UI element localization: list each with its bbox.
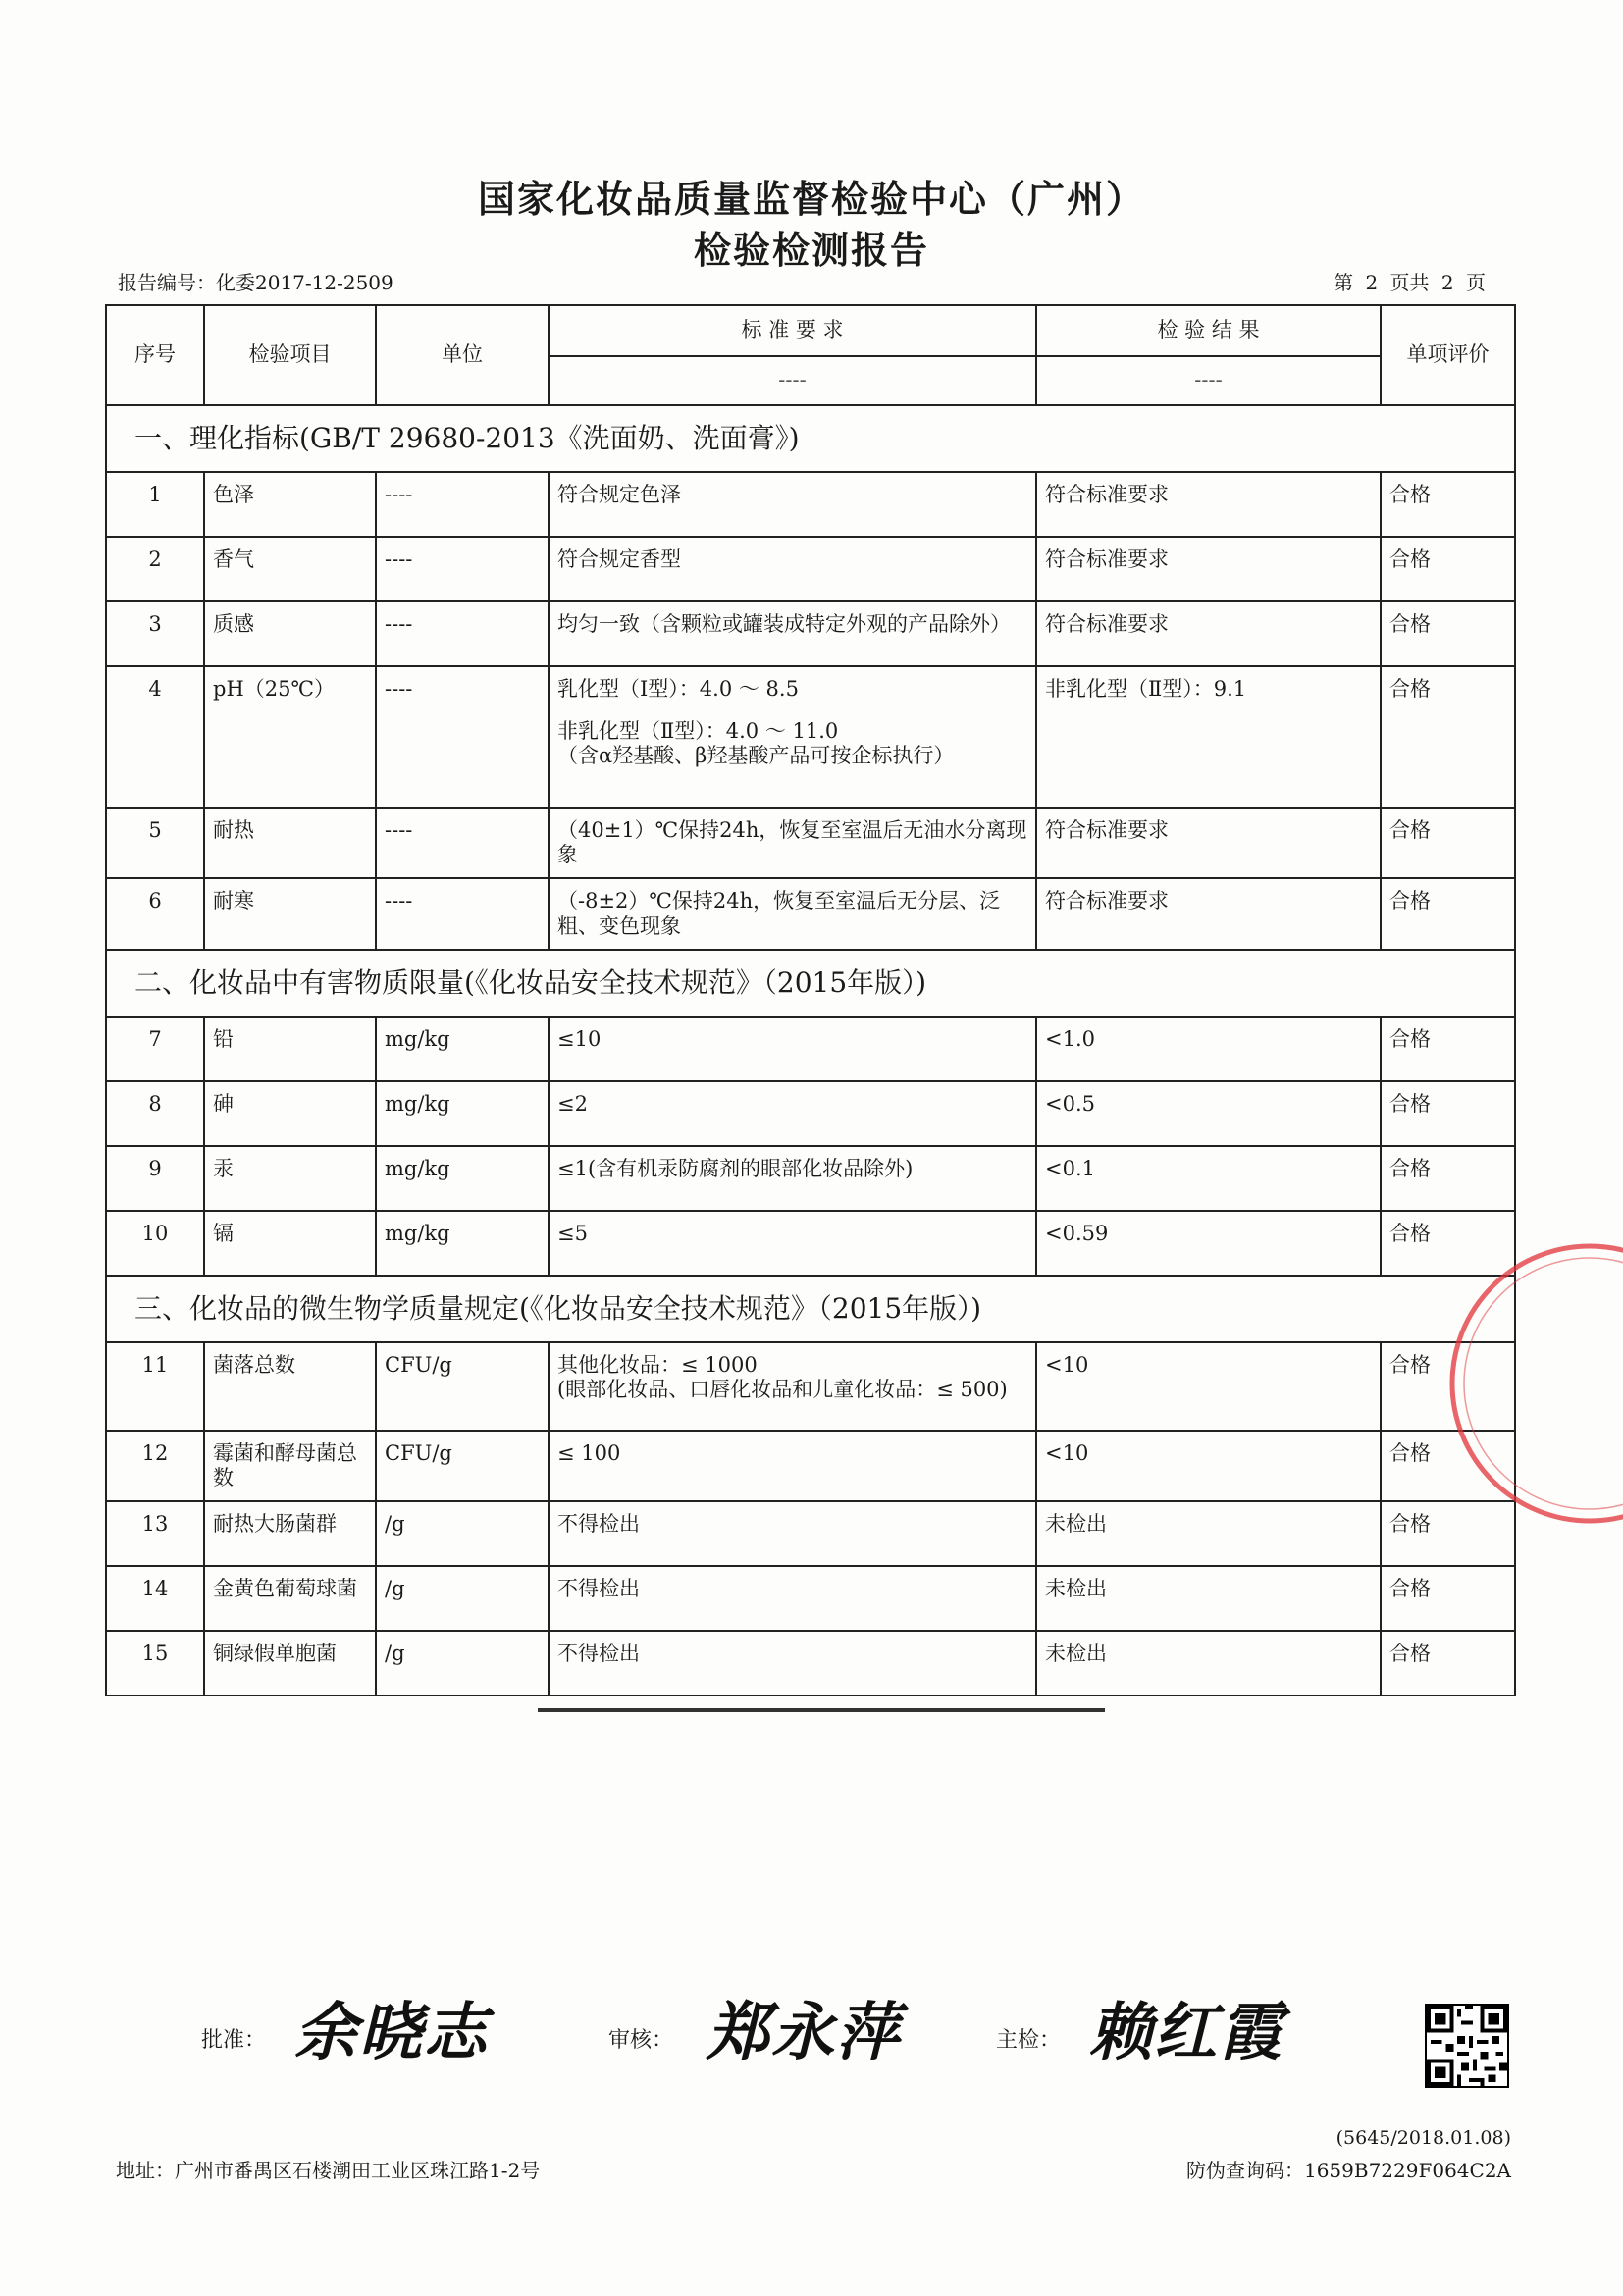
subheader-standard: ----: [549, 356, 1036, 405]
col-header-no: 序号: [106, 305, 204, 405]
col-header-evaluation: 单项评价: [1381, 305, 1515, 405]
cell-item: 质感: [204, 601, 376, 666]
cell-no: 14: [106, 1566, 204, 1631]
cell-standard: [549, 1017, 1036, 1081]
cell-unit: mg/kg: [376, 1211, 549, 1276]
cell-standard: [549, 1146, 1036, 1211]
cell-no: 4: [106, 666, 204, 808]
page-indicator: 第 2 页共 2 页: [1334, 271, 1486, 294]
cell-item: 镉: [204, 1211, 376, 1276]
cell-no: 1: [106, 472, 204, 537]
cell-unit: CFU/g: [376, 1342, 549, 1431]
cell-no: 13: [106, 1501, 204, 1566]
section-header-row: [106, 950, 1515, 1017]
standard-line: 不得检出: [557, 1577, 640, 1601]
cell-result: 未检出: [1036, 1566, 1381, 1631]
cell-item: 色泽: [204, 472, 376, 537]
cell-result: 符合标准要求: [1036, 472, 1381, 537]
standard-line: （40±1）℃保持24h，恢复至室温后无油水分离现象: [557, 818, 1027, 867]
cell-evaluation: 合格: [1381, 1081, 1515, 1146]
report-title-line2: 检验检测报告: [693, 228, 929, 272]
cell-no: 3: [106, 601, 204, 666]
qr-code-icon: [1425, 2004, 1509, 2088]
cell-item: 汞: [204, 1146, 376, 1211]
cell-standard: [549, 878, 1036, 949]
table-row: [106, 1342, 1515, 1431]
cell-item: pH（25℃）: [204, 666, 376, 808]
cell-item: 金黄色葡萄球菌: [204, 1566, 376, 1631]
cell-evaluation: 合格: [1381, 1342, 1515, 1431]
cell-result: 符合标准要求: [1036, 878, 1381, 949]
cell-unit: mg/kg: [376, 1146, 549, 1211]
report-code-date: (5645/2018.01.08): [1335, 2127, 1511, 2149]
cell-unit: ----: [376, 537, 549, 601]
cell-standard: [549, 666, 1036, 808]
cell-standard: [549, 808, 1036, 878]
cell-unit: ----: [376, 601, 549, 666]
section-header-row: [106, 1276, 1515, 1342]
table-row: [106, 472, 1515, 537]
inspect-label: 主检：: [996, 2028, 1062, 2053]
cell-evaluation: 合格: [1381, 878, 1515, 949]
section-title: 二、化妆品中有害物质限量(《化妆品安全技术规范》（2015年版）): [106, 950, 1515, 1017]
cell-result: 非乳化型（Ⅱ型）：9.1: [1036, 666, 1381, 808]
cell-evaluation: 合格: [1381, 1211, 1515, 1276]
cell-unit: /g: [376, 1631, 549, 1696]
cell-result: <0.1: [1036, 1146, 1381, 1211]
cell-evaluation: 合格: [1381, 472, 1515, 537]
standard-line: ≤ 100: [557, 1440, 621, 1465]
standard-line: 其他化妆品：≤ 1000: [557, 1352, 758, 1377]
cell-no: 6: [106, 878, 204, 949]
table-row: [106, 1211, 1515, 1276]
report-number: 报告编号：化委2017-12-2509: [118, 271, 393, 294]
cell-result: 符合标准要求: [1036, 537, 1381, 601]
review-signature: 郑永萍: [707, 1996, 901, 2069]
cell-item: 砷: [204, 1081, 376, 1146]
cell-evaluation: 合格: [1381, 1566, 1515, 1631]
cell-unit: CFU/g: [376, 1431, 549, 1501]
section-title: 一、理化指标(GB/T 29680-2013《洗面奶、洗面膏》): [106, 405, 1515, 472]
cell-evaluation: 合格: [1381, 808, 1515, 878]
table-row: [106, 1631, 1515, 1696]
cell-evaluation: 合格: [1381, 601, 1515, 666]
table-row: [106, 666, 1515, 808]
cell-standard: [549, 1631, 1036, 1696]
cell-no: 8: [106, 1081, 204, 1146]
cell-item: 香气: [204, 537, 376, 601]
table-row: [106, 878, 1515, 949]
cell-result: <1.0: [1036, 1017, 1381, 1081]
table-header-row: [106, 305, 1515, 356]
standard-line: ≤5: [557, 1221, 588, 1245]
cell-standard: [549, 537, 1036, 601]
standard-line: ≤1(含有机汞防腐剂的眼部化妆品除外): [557, 1156, 914, 1180]
standard-line: 符合规定色泽: [557, 483, 681, 506]
report-title-line1: 国家化妆品质量监督检验中心（广州）: [477, 177, 1145, 221]
cell-item: 耐热大肠菌群: [204, 1501, 376, 1566]
table-row: [106, 1431, 1515, 1501]
cell-item: 菌落总数: [204, 1342, 376, 1431]
cell-item: 铜绿假单胞菌: [204, 1631, 376, 1696]
subheader-result: ----: [1036, 356, 1381, 405]
cell-no: 5: [106, 808, 204, 878]
cell-no: 11: [106, 1342, 204, 1431]
cell-unit: mg/kg: [376, 1017, 549, 1081]
col-header-item: 检验项目: [204, 305, 376, 405]
standard-line: ≤2: [557, 1091, 588, 1116]
approve-label: 批准：: [201, 2028, 267, 2053]
cell-unit: /g: [376, 1566, 549, 1631]
cell-unit: /g: [376, 1501, 549, 1566]
cell-no: 10: [106, 1211, 204, 1276]
cell-item: 耐寒: [204, 878, 376, 949]
table-row: [106, 1501, 1515, 1566]
cell-standard: [549, 1081, 1036, 1146]
standard-line: 乳化型（Ⅰ型）：4.0 ～ 8.5: [557, 677, 799, 701]
cell-evaluation: 合格: [1381, 1501, 1515, 1566]
cell-result: <0.5: [1036, 1081, 1381, 1146]
table-row: [106, 1146, 1515, 1211]
cell-item: 铅: [204, 1017, 376, 1081]
table-row: [106, 1566, 1515, 1631]
cell-no: 7: [106, 1017, 204, 1081]
cell-no: 2: [106, 537, 204, 601]
cell-standard: [549, 1211, 1036, 1276]
cell-no: 15: [106, 1631, 204, 1696]
cell-standard: [549, 1566, 1036, 1631]
end-rule-line: [538, 1708, 1105, 1712]
table-row: [106, 808, 1515, 878]
review-label: 审核：: [608, 2028, 674, 2053]
cell-evaluation: 合格: [1381, 1431, 1515, 1501]
cell-evaluation: 合格: [1381, 537, 1515, 601]
cell-result: <10: [1036, 1342, 1381, 1431]
cell-result: <10: [1036, 1431, 1381, 1501]
section-header-row: [106, 405, 1515, 472]
approve-signature: 余晓志: [294, 1996, 489, 2069]
cell-standard: [549, 1501, 1036, 1566]
col-header-unit: 单位: [376, 305, 549, 405]
table-row: [106, 537, 1515, 601]
cell-standard: [549, 1431, 1036, 1501]
standard-line: 均匀一致（含颗粒或罐装成特定外观的产品除外）: [557, 612, 1011, 636]
cell-result: <0.59: [1036, 1211, 1381, 1276]
cell-unit: ----: [376, 472, 549, 537]
cell-standard: [549, 472, 1036, 537]
lab-address: 地址：广州市番禺区石楼潮田工业区珠江路1-2号: [116, 2159, 541, 2182]
cell-unit: mg/kg: [376, 1081, 549, 1146]
standard-line: 不得检出: [557, 1512, 640, 1537]
cell-result: 未检出: [1036, 1501, 1381, 1566]
cell-evaluation: 合格: [1381, 1017, 1515, 1081]
col-header-result: 检 验 结 果: [1036, 305, 1381, 356]
inspect-signature: 赖红霞: [1089, 1996, 1283, 2069]
inspection-table: [105, 304, 1516, 1696]
cell-no: 12: [106, 1431, 204, 1501]
table-row: [106, 1017, 1515, 1081]
cell-standard: [549, 601, 1036, 666]
section-title: 三、化妆品的微生物学质量规定(《化妆品安全技术规范》（2015年版）): [106, 1276, 1515, 1342]
cell-evaluation: 合格: [1381, 666, 1515, 808]
cell-result: 符合标准要求: [1036, 808, 1381, 878]
standard-line: 符合规定香型: [557, 548, 681, 571]
table-row: [106, 601, 1515, 666]
standard-line: （-8±2）℃保持24h，恢复至室温后无分层、泛粗、变色现象: [557, 889, 1001, 938]
standard-line: 不得检出: [557, 1642, 640, 1666]
cell-unit: ----: [376, 878, 549, 949]
cell-item: 霉菌和酵母菌总数: [204, 1431, 376, 1501]
cell-item: 耐热: [204, 808, 376, 878]
cell-result: 符合标准要求: [1036, 601, 1381, 666]
standard-line: 非乳化型（Ⅱ型）：4.0 ～ 11.0: [557, 719, 839, 744]
standard-line: ≤10: [557, 1026, 602, 1051]
standard-line: (眼部化妆品、口唇化妆品和儿童化妆品：≤ 500): [557, 1377, 1008, 1401]
table-row: [106, 1081, 1515, 1146]
cell-result: 未检出: [1036, 1631, 1381, 1696]
cell-standard: [549, 1342, 1036, 1431]
cell-evaluation: 合格: [1381, 1146, 1515, 1211]
anti-counterfeit-code: 防伪查询码：1659B7229F064C2A: [1185, 2159, 1511, 2182]
cell-unit: ----: [376, 666, 549, 808]
cell-evaluation: 合格: [1381, 1631, 1515, 1696]
col-header-standard: 标 准 要 求: [549, 305, 1036, 356]
standard-line: （含α羟基酸、β羟基酸产品可按企标执行）: [557, 744, 955, 768]
cell-unit: ----: [376, 808, 549, 878]
cell-no: 9: [106, 1146, 204, 1211]
